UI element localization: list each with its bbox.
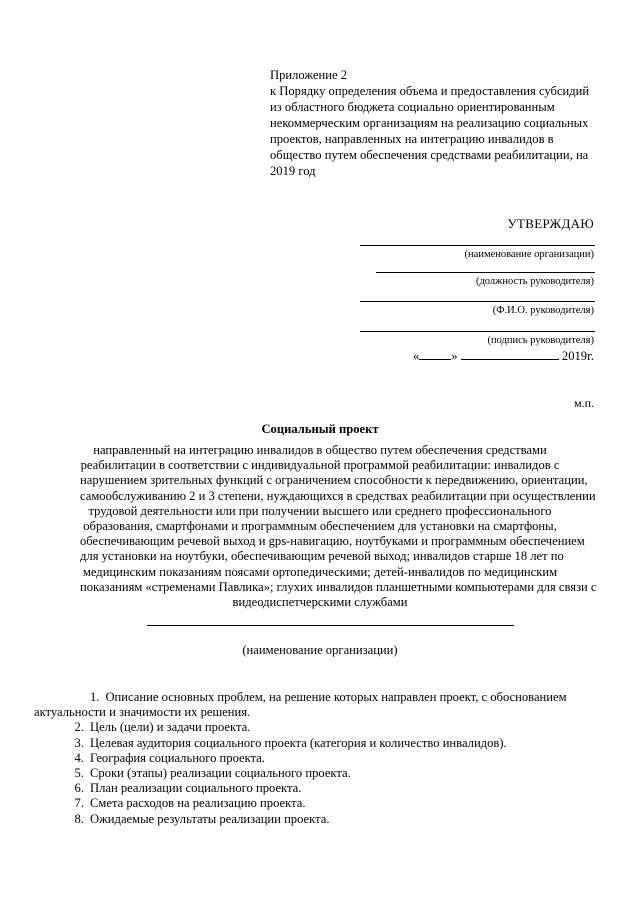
list-item-number: 1. — [90, 690, 100, 704]
description-line: нарушением зрительных функций с ограничением способности к передвижению, ориентации, — [80, 473, 588, 488]
list-item-text: Ожидаемые результаты реализации проекта. — [90, 811, 330, 826]
list-item-number: 5. — [74, 766, 84, 781]
description-line: обеспечивающим речевой выход и gps-навигацию, ноутбуками и программным обеспечением — [80, 534, 585, 549]
description-line: реабилитации в соответствии с индивидуальной программой реабилитации: инвалидов с — [80, 458, 560, 473]
list-item-text: Смета расходов на реализацию проекта. — [90, 796, 306, 811]
list-item — [62, 812, 602, 827]
list-item-number: 7. — [74, 796, 84, 811]
list-item-text: План реализации социального проекта. — [90, 781, 302, 796]
list-item — [62, 751, 602, 766]
project-title: Социальный проект — [261, 422, 379, 436]
description-line: трудовой деятельности или при получении высшего или среднего профессионального — [88, 503, 552, 518]
list-item — [62, 736, 602, 751]
list-item — [62, 720, 602, 735]
approval-date — [413, 348, 594, 364]
annex-line: из областного бюджета социально ориентированным — [270, 100, 555, 114]
list-item-number: 6. — [74, 781, 84, 796]
list-item-text: География социального проекта. — [90, 750, 265, 765]
description-line: направленный на интеграцию инвалидов в общество путем обеспечения средствами — [93, 443, 547, 457]
list-item — [62, 766, 602, 781]
description-line: для установки на ноутбуки, обеспечивающим речевой выход; инвалидов старше 18 лет по — [80, 549, 564, 564]
annex-header — [270, 67, 615, 179]
list-item — [62, 781, 602, 796]
director-position-line — [376, 272, 595, 273]
list-item-number: 4. — [74, 750, 84, 765]
date-open-quote: « — [413, 349, 420, 363]
description-line: образования, смартфонами и программным обеспечением для установки на смартфоны, — [83, 519, 557, 534]
description-line: медицинским показаниям поясами ортопедическими; детей-инвалидов по медицинским — [82, 564, 558, 579]
list-item — [62, 796, 602, 811]
list-item-text: Целевая аудитория социального проекта (категория и количество инвалидов). — [90, 735, 507, 750]
list-item — [62, 690, 602, 705]
annex-line: к Порядку определения объема и предоставления субсидий — [270, 84, 590, 98]
annex-line: проектов, направленных на интеграцию инвалидов в — [270, 132, 554, 146]
list-item-continuation: актуальности и значимости их решения. — [34, 705, 251, 720]
approval-title: УТВЕРЖДАЮ — [507, 216, 594, 231]
director-name-line — [360, 301, 595, 302]
description-line: самообслуживанию 2 и 3 степени, нуждающихся в средствах реабилитации при осуществлении — [80, 488, 596, 503]
organization-name-caption: (наименование организации) — [464, 249, 594, 260]
list-item-number: 8. — [74, 811, 84, 826]
director-name-caption: (Ф.И.О. руководителя) — [492, 305, 594, 316]
annex-line: общество путем обеспечения средствами реабилитации, на — [270, 148, 589, 162]
project-organization-line — [147, 625, 514, 626]
sections-list — [34, 690, 602, 827]
day-blank — [419, 348, 451, 360]
director-signature-line — [360, 331, 595, 332]
director-position-caption: (должность руководителя) — [475, 276, 594, 287]
annex-line: 2019 год — [270, 164, 316, 178]
date-year: 2019г. — [561, 349, 594, 363]
description-line: видеодиспетчерскими службами — [232, 595, 408, 610]
list-item-text: Описание основных проблем, на решение которых направлен проект, с обоснованием — [105, 690, 567, 704]
month-blank — [461, 348, 559, 360]
list-item-text: Сроки (этапы) реализации социального проекта. — [90, 766, 351, 781]
date-close-quote: » — [451, 349, 458, 363]
list-item-number: 2. — [74, 720, 84, 735]
annex-line: некоммерческим организациям на реализацию социальных — [270, 116, 589, 130]
description-line: показаниям «стременами Павлика»; глухих инвалидов планшетными компьютерами для связи с — [80, 579, 597, 594]
director-signature-caption: (подпись руководителя) — [487, 335, 594, 346]
list-item-number: 3. — [74, 735, 84, 750]
project-organization-caption: (наименование организации) — [242, 643, 398, 657]
organization-name-line — [360, 245, 595, 246]
annex-line: Приложение 2 — [270, 68, 348, 82]
stamp-placeholder: м.п. — [573, 396, 594, 410]
project-description — [80, 443, 597, 610]
list-item-text: Цель (цели) и задачи проекта. — [90, 720, 251, 735]
